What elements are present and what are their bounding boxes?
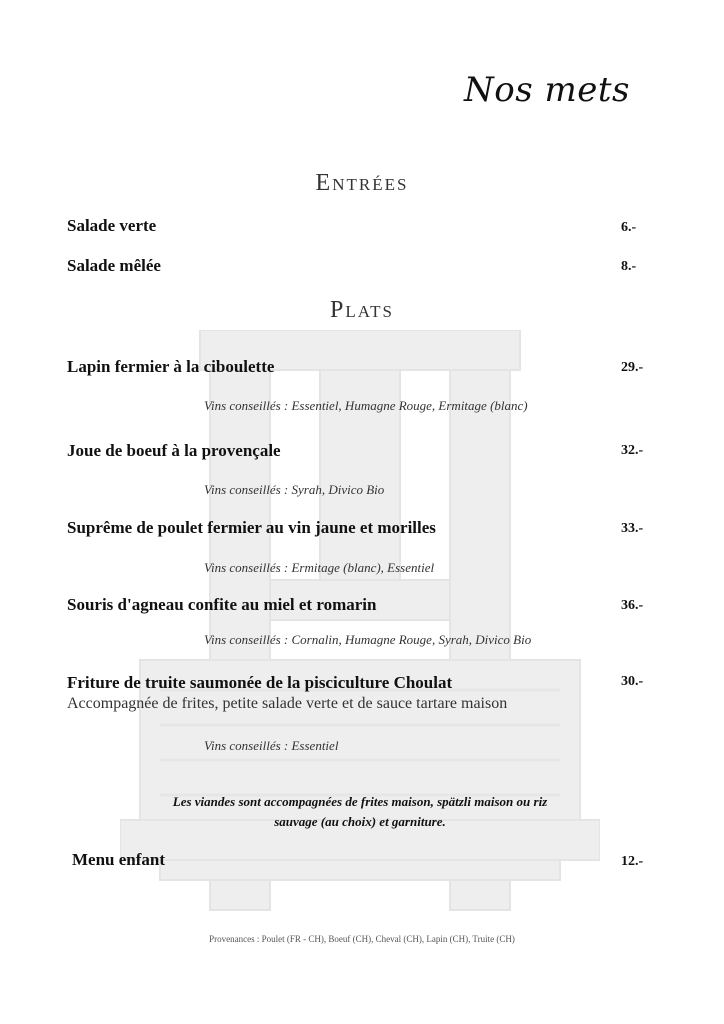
wine-recommendation: Vins conseillés : Essentiel, Humagne Rouge, Ermitage (blanc) [204, 398, 528, 413]
menu-item-price: 30.- [621, 674, 644, 689]
menu-item-name: Friture de truite saumonée de la pisciculture Choulat [67, 673, 453, 692]
page-title: Nos mets [464, 70, 630, 110]
menu-item-price: 6.- [621, 220, 637, 235]
accompaniment-note-line: sauvage (au choix) et garniture. [274, 814, 446, 829]
kids-menu-name: Menu enfant [72, 850, 166, 869]
menu-item-name: Salade mêlée [67, 256, 161, 275]
section-title-plats: Plats [330, 297, 394, 323]
menu-item-price: 29.- [621, 360, 644, 375]
accompaniment-note [120, 792, 600, 832]
menu-item-price: 32.- [621, 443, 644, 458]
menu-item-price: 33.- [621, 521, 644, 536]
menu-item-description: Accompagnée de frites, petite salade verte et de sauce tartare maison [67, 695, 508, 712]
wine-recommendation: Vins conseillés : Syrah, Divico Bio [204, 482, 385, 497]
section-title-entrees: Entrées [315, 170, 409, 196]
wine-recommendation: Vins conseillés : Ermitage (blanc), Essentiel [204, 560, 435, 575]
menu-item-name: Lapin fermier à la ciboulette [67, 357, 275, 376]
wine-press-watermark [120, 330, 600, 930]
wine-recommendation: Vins conseillés : Essentiel [204, 738, 339, 753]
menu-item-price: 8.- [621, 259, 637, 274]
menu-item-name: Suprême de poulet fermier au vin jaune et morilles [67, 518, 436, 537]
menu-item-price: 36.- [621, 598, 644, 613]
provenance-footer: Provenances : Poulet (FR - CH), Boeuf (CH), Cheval (CH), Lapin (CH), Truite (CH) [209, 934, 515, 944]
kids-menu-price: 12.- [621, 854, 644, 869]
menu-item-name: Souris d'agneau confite au miel et romarin [67, 595, 377, 614]
menu-item-name: Salade verte [67, 216, 157, 235]
accompaniment-note-line: Les viandes sont accompagnées de frites maison, spätzli maison ou riz [172, 794, 548, 809]
wine-recommendation: Vins conseillés : Cornalin, Humagne Rouge, Syrah, Divico Bio [204, 632, 532, 647]
menu-item-name: Joue de boeuf à la provençale [67, 441, 281, 460]
